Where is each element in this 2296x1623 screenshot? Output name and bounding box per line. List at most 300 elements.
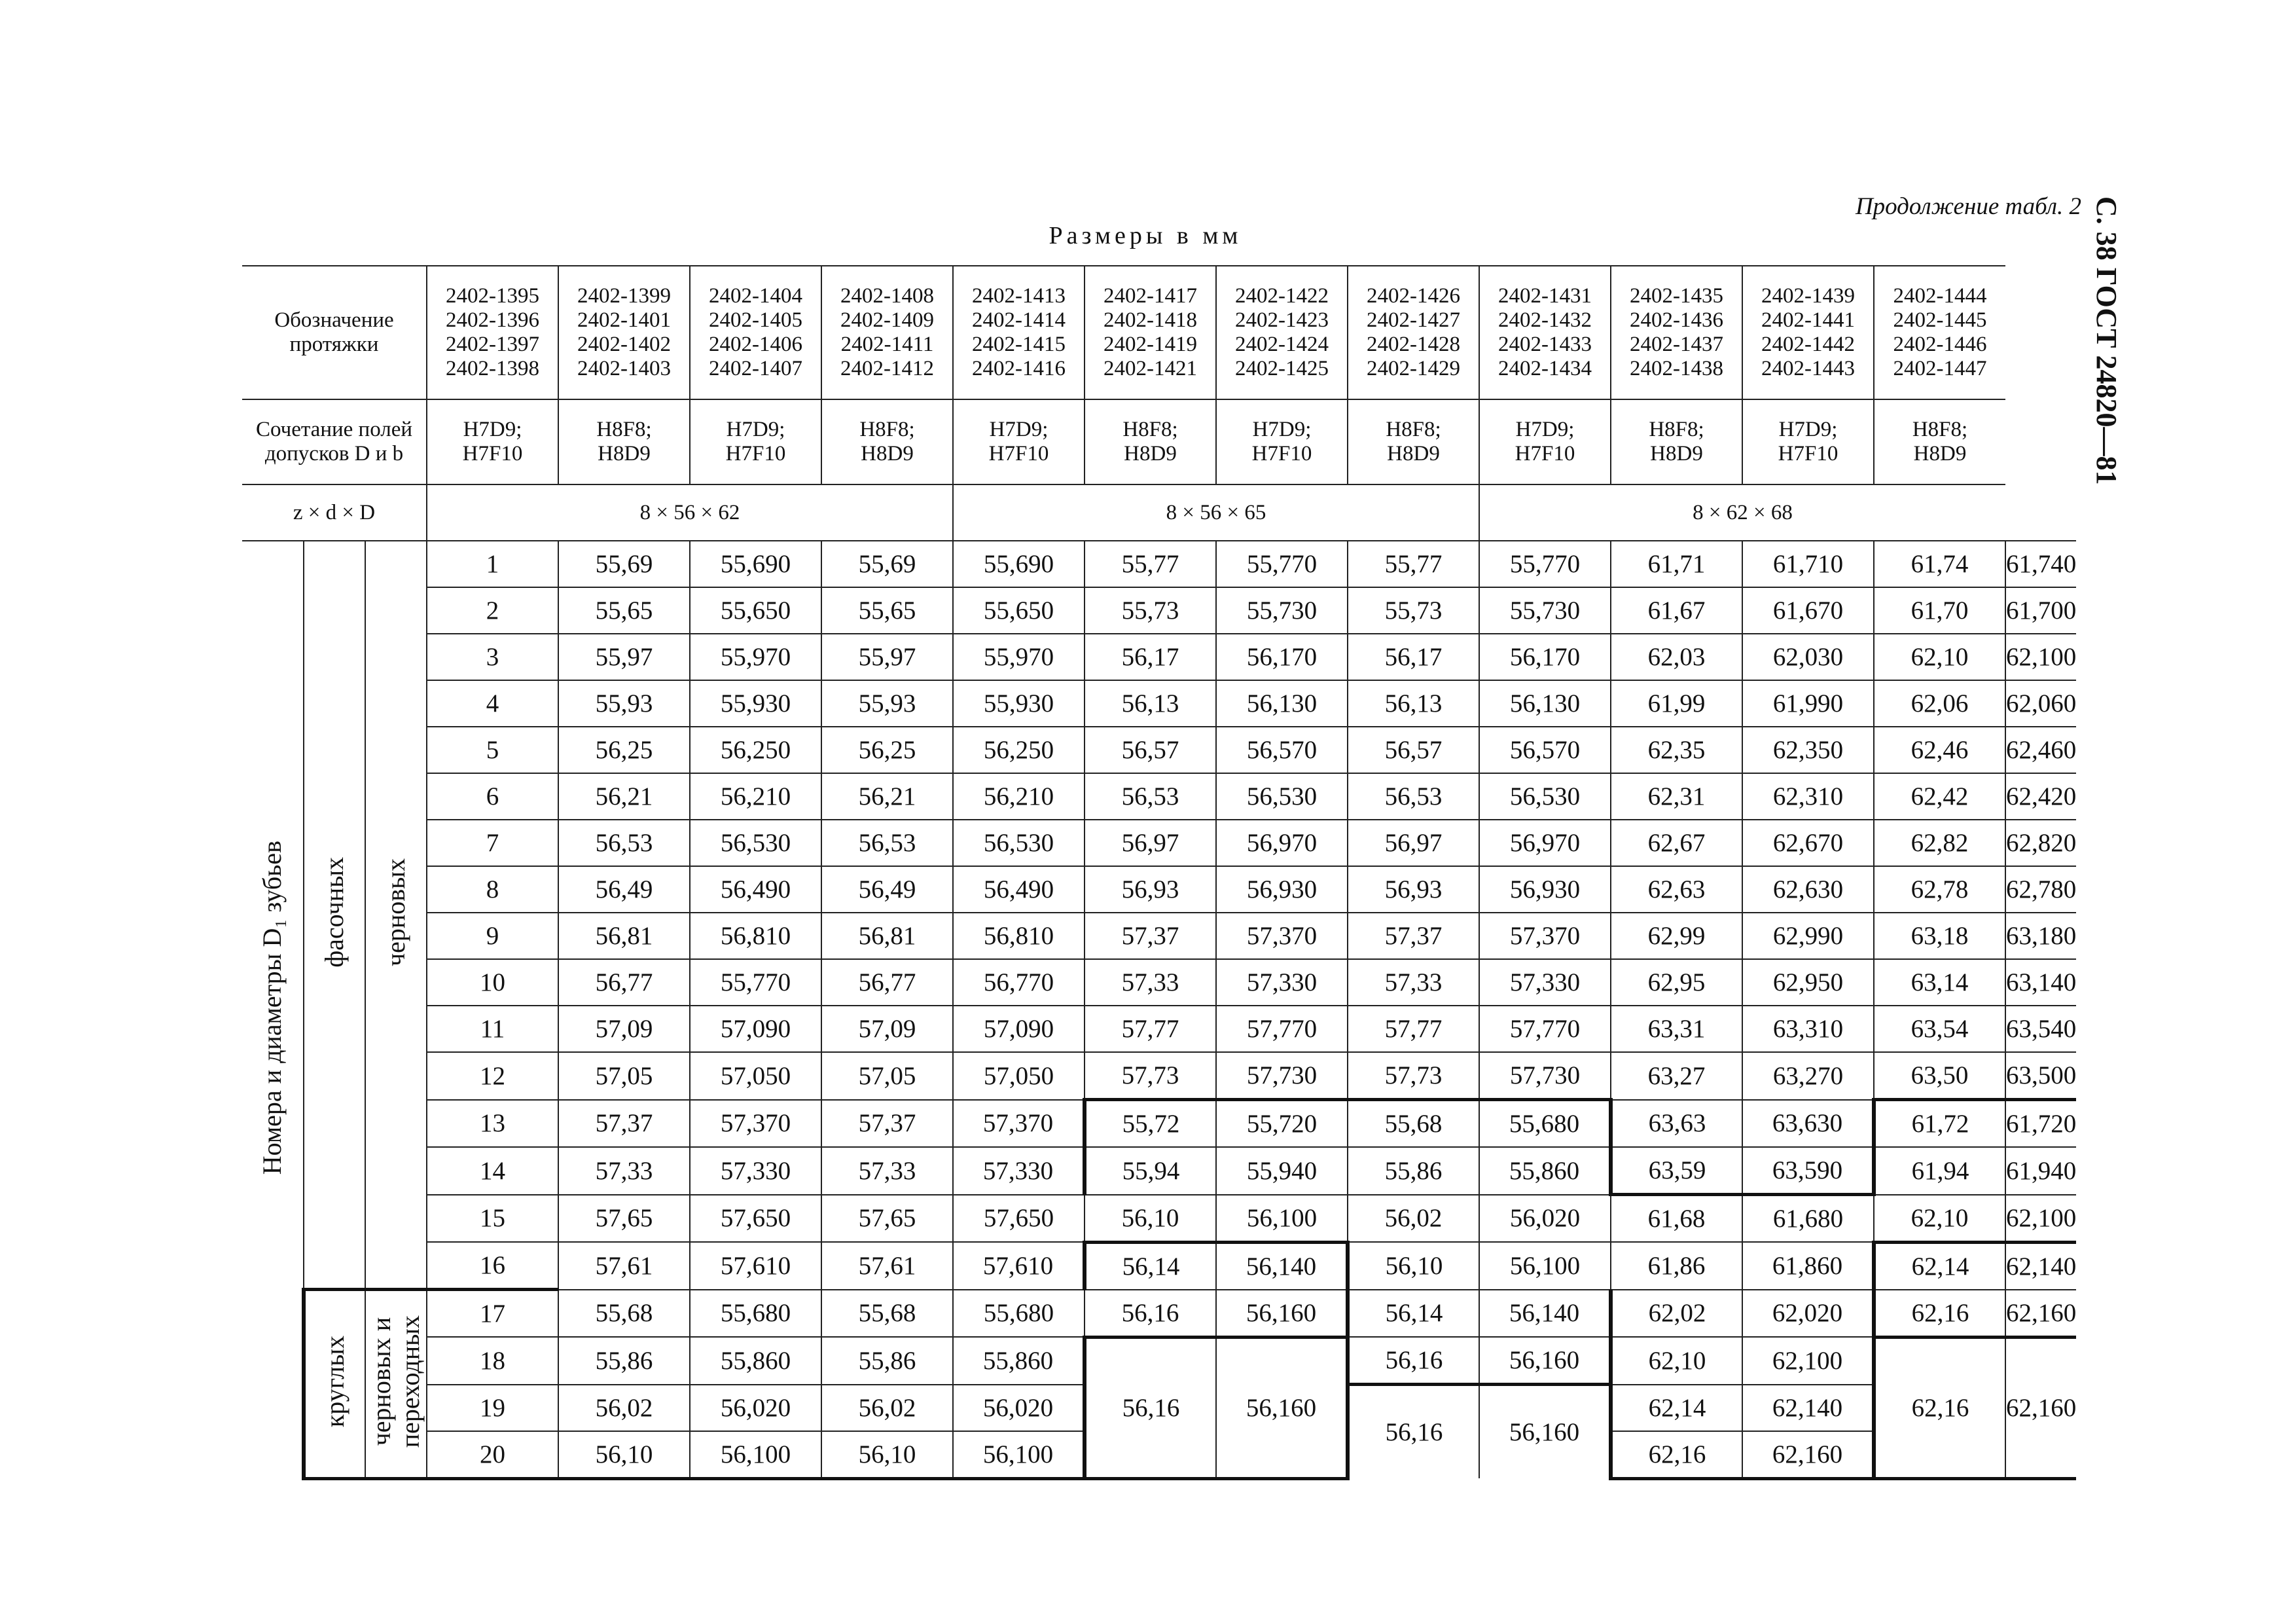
value-cell: 56,93 bbox=[1085, 866, 1216, 913]
tooth-number: 16 bbox=[427, 1242, 558, 1290]
value-cell: 56,530 bbox=[953, 820, 1085, 866]
tooth-number: 10 bbox=[427, 959, 558, 1006]
table-row bbox=[242, 541, 2076, 587]
merged-value: 56,160 bbox=[1479, 1385, 1611, 1479]
value-cell: 55,650 bbox=[690, 587, 821, 634]
table-row bbox=[242, 866, 2076, 913]
value-cell: 63,540 bbox=[2005, 1006, 2076, 1052]
cell-line: H8D9 bbox=[1913, 442, 1967, 465]
value-cell: 55,68 bbox=[821, 1290, 953, 1338]
cell-line: H7F10 bbox=[725, 442, 786, 465]
table-row bbox=[242, 959, 2076, 1006]
value-cell: 61,860 bbox=[1742, 1242, 1874, 1290]
table-row bbox=[242, 1006, 2076, 1052]
value-cell: 57,37 bbox=[558, 1100, 690, 1148]
cell-line: черновых и bbox=[367, 1317, 396, 1446]
value-cell: 56,81 bbox=[558, 913, 690, 959]
value-cell: 61,67 bbox=[1611, 587, 1742, 634]
value-cell: 55,93 bbox=[821, 680, 953, 727]
value-cell: 56,210 bbox=[953, 773, 1085, 820]
cell-line: 2402-1423 bbox=[1235, 308, 1329, 333]
merged-value: 56,16 bbox=[1348, 1385, 1479, 1479]
cell-line: 2402-1435 bbox=[1630, 284, 1723, 308]
value-cell: 57,370 bbox=[953, 1100, 1085, 1148]
header-row-designation bbox=[242, 266, 2076, 399]
value-cell: 56,25 bbox=[821, 727, 953, 773]
value-cell: 61,74 bbox=[1874, 541, 2005, 587]
cell-line: Сочетание полей bbox=[255, 418, 413, 442]
value-cell: 56,490 bbox=[953, 866, 1085, 913]
value-cell: 55,860 bbox=[953, 1337, 1085, 1385]
side-label-rough-transitional bbox=[365, 1290, 427, 1479]
side-label-shaped bbox=[304, 541, 365, 1290]
value-cell: 57,77 bbox=[1348, 1006, 1479, 1052]
tolerance-col-7 bbox=[1216, 399, 1348, 484]
value-cell: 62,310 bbox=[1742, 773, 1874, 820]
value-cell: 56,02 bbox=[1348, 1195, 1479, 1243]
cell-line: H8F8; bbox=[1122, 418, 1178, 442]
value-cell: 62,060 bbox=[2005, 680, 2076, 727]
value-cell: 55,69 bbox=[558, 541, 690, 587]
cell-line: H8D9 bbox=[598, 442, 651, 465]
value-cell: 56,130 bbox=[1216, 680, 1348, 727]
tooth-number: 11 bbox=[427, 1006, 558, 1052]
value-cell: 56,810 bbox=[690, 913, 821, 959]
value-cell: 56,020 bbox=[1479, 1195, 1611, 1243]
cell-line: H8F8; bbox=[596, 418, 652, 442]
tooth-number: 12 bbox=[427, 1052, 558, 1100]
table-row bbox=[242, 1147, 2076, 1195]
tolerance-col-11 bbox=[1742, 399, 1874, 484]
value-cell: 57,65 bbox=[558, 1195, 690, 1243]
cell-line: 2402-1422 bbox=[1235, 284, 1329, 308]
cell-line: H7D9; bbox=[1778, 418, 1838, 442]
units-label: Размеры в мм bbox=[1049, 222, 1242, 249]
value-cell: 63,27 bbox=[1611, 1052, 1742, 1100]
value-cell: 57,73 bbox=[1348, 1052, 1479, 1100]
value-cell: 56,53 bbox=[821, 820, 953, 866]
cell-line: 2402-1417 bbox=[1103, 284, 1197, 308]
value-cell: 57,650 bbox=[953, 1195, 1085, 1243]
value-cell: 57,050 bbox=[690, 1052, 821, 1100]
value-cell: 56,570 bbox=[1216, 727, 1348, 773]
cell-line: H8D9 bbox=[861, 442, 914, 465]
value-cell: 56,250 bbox=[690, 727, 821, 773]
zdD-label: z × d × D bbox=[242, 484, 427, 541]
designation-col-4 bbox=[821, 266, 953, 399]
value-cell: 57,73 bbox=[1085, 1052, 1216, 1100]
value-cell: 56,020 bbox=[690, 1385, 821, 1431]
designation-col-1 bbox=[427, 266, 558, 399]
tolerance-col-3 bbox=[690, 399, 821, 484]
dimension-group-2: 8 × 56 × 65 bbox=[953, 484, 1479, 541]
dimension-group-1: 8 × 56 × 62 bbox=[427, 484, 953, 541]
value-cell: 62,63 bbox=[1611, 866, 1742, 913]
value-cell: 62,16 bbox=[1611, 1431, 1742, 1479]
cell-line: H8F8; bbox=[859, 418, 915, 442]
value-cell: 63,59 bbox=[1611, 1147, 1742, 1195]
value-cell: 55,730 bbox=[1216, 587, 1348, 634]
value-cell: 62,99 bbox=[1611, 913, 1742, 959]
value-cell: 62,990 bbox=[1742, 913, 1874, 959]
cell-line: 2402-1436 bbox=[1630, 308, 1723, 333]
tolerance-col-1 bbox=[427, 399, 558, 484]
header-row-tolerance bbox=[242, 399, 2076, 484]
value-cell: 62,030 bbox=[1742, 634, 1874, 680]
value-cell: 62,160 bbox=[2005, 1290, 2076, 1338]
value-cell: 57,05 bbox=[821, 1052, 953, 1100]
cell-line: 2402-1426 bbox=[1367, 284, 1460, 308]
designation-col-10 bbox=[1611, 266, 1742, 399]
value-cell: 57,730 bbox=[1479, 1052, 1611, 1100]
merged-value: 62,16 bbox=[1874, 1337, 2005, 1478]
value-cell: 56,810 bbox=[953, 913, 1085, 959]
table-row bbox=[242, 1242, 2076, 1290]
value-cell: 57,650 bbox=[690, 1195, 821, 1243]
value-cell: 63,18 bbox=[1874, 913, 2005, 959]
designation-col-7 bbox=[1216, 266, 1348, 399]
value-cell: 62,950 bbox=[1742, 959, 1874, 1006]
cell-line: H7D9; bbox=[989, 418, 1049, 442]
value-cell: 62,140 bbox=[1742, 1385, 1874, 1431]
value-cell: 56,53 bbox=[1085, 773, 1216, 820]
value-cell: 62,100 bbox=[1742, 1337, 1874, 1385]
value-cell: 56,100 bbox=[690, 1431, 821, 1479]
value-cell: 55,690 bbox=[953, 541, 1085, 587]
value-cell: 57,330 bbox=[690, 1147, 821, 1195]
value-cell: 56,170 bbox=[1216, 634, 1348, 680]
value-cell: 56,210 bbox=[690, 773, 821, 820]
value-cell: 62,82 bbox=[1874, 820, 2005, 866]
value-cell: 55,97 bbox=[821, 634, 953, 680]
value-cell: 62,460 bbox=[2005, 727, 2076, 773]
value-cell: 56,170 bbox=[1479, 634, 1611, 680]
cell-line: H8D9 bbox=[1650, 442, 1703, 465]
value-cell: 55,930 bbox=[690, 680, 821, 727]
value-cell: 56,97 bbox=[1085, 820, 1216, 866]
designation-col-9 bbox=[1479, 266, 1611, 399]
value-cell: 55,720 bbox=[1216, 1100, 1348, 1148]
cell-line: 2402-1443 bbox=[1761, 356, 1855, 380]
cell-line: H7D9; bbox=[1515, 418, 1575, 442]
cell-line: H8D9 bbox=[1124, 442, 1177, 465]
value-cell: 57,370 bbox=[1216, 913, 1348, 959]
tooth-number: 5 bbox=[427, 727, 558, 773]
cell-line: 2402-1438 bbox=[1630, 356, 1723, 380]
value-cell: 62,140 bbox=[2005, 1242, 2076, 1290]
value-cell: 56,53 bbox=[558, 820, 690, 866]
side-label-round bbox=[304, 1290, 365, 1479]
value-cell: 55,970 bbox=[690, 634, 821, 680]
value-cell: 57,33 bbox=[1348, 959, 1479, 1006]
value-cell: 62,42 bbox=[1874, 773, 2005, 820]
value-cell: 61,72 bbox=[1874, 1100, 2005, 1148]
table-row bbox=[242, 913, 2076, 959]
value-cell: 56,21 bbox=[558, 773, 690, 820]
cell-line: H7D9; bbox=[1252, 418, 1312, 442]
table-row bbox=[242, 820, 2076, 866]
value-cell: 55,860 bbox=[1479, 1147, 1611, 1195]
side-label-round-text: круглых bbox=[320, 1336, 350, 1428]
value-cell: 55,690 bbox=[690, 541, 821, 587]
value-cell: 56,770 bbox=[953, 959, 1085, 1006]
tooth-number: 14 bbox=[427, 1147, 558, 1195]
value-cell: 57,33 bbox=[558, 1147, 690, 1195]
value-cell: 55,930 bbox=[953, 680, 1085, 727]
cell-line: H7F10 bbox=[462, 442, 523, 465]
cell-line: 2402-1429 bbox=[1367, 356, 1460, 380]
cell-line: 2402-1395 bbox=[446, 284, 539, 308]
value-cell: 61,94 bbox=[1874, 1147, 2005, 1195]
value-cell: 57,37 bbox=[821, 1100, 953, 1148]
value-cell: 62,630 bbox=[1742, 866, 1874, 913]
value-cell: 57,330 bbox=[1479, 959, 1611, 1006]
value-cell: 57,050 bbox=[953, 1052, 1085, 1100]
cell-line: 2402-1414 bbox=[972, 308, 1066, 333]
value-cell: 61,68 bbox=[1611, 1195, 1742, 1243]
side-label-main-text: Номера и диаметры D₁ зубьев bbox=[257, 840, 287, 1175]
cell-line: 2402-1405 bbox=[709, 308, 802, 333]
tooth-number: 19 bbox=[427, 1385, 558, 1431]
value-cell: 56,93 bbox=[1348, 866, 1479, 913]
value-cell: 56,140 bbox=[1216, 1242, 1348, 1290]
value-cell: 57,370 bbox=[1479, 913, 1611, 959]
value-cell: 62,10 bbox=[1874, 634, 2005, 680]
cell-line: H7F10 bbox=[988, 442, 1049, 465]
cell-line: 2402-1444 bbox=[1893, 284, 1987, 308]
cell-line: 2402-1442 bbox=[1761, 333, 1855, 356]
tooth-number: 6 bbox=[427, 773, 558, 820]
value-cell: 56,930 bbox=[1216, 866, 1348, 913]
value-cell: 62,100 bbox=[2005, 634, 2076, 680]
value-cell: 56,970 bbox=[1479, 820, 1611, 866]
value-cell: 62,14 bbox=[1611, 1385, 1742, 1431]
table-row bbox=[242, 773, 2076, 820]
cell-line: допусков D и b bbox=[264, 442, 404, 465]
value-cell: 57,37 bbox=[1348, 913, 1479, 959]
value-cell: 55,65 bbox=[558, 587, 690, 634]
value-cell: 61,700 bbox=[2005, 587, 2076, 634]
value-cell: 56,10 bbox=[1348, 1242, 1479, 1290]
table-row bbox=[242, 1337, 2076, 1385]
value-cell: 56,25 bbox=[558, 727, 690, 773]
value-cell: 57,770 bbox=[1216, 1006, 1348, 1052]
value-cell: 55,68 bbox=[1348, 1100, 1479, 1148]
value-cell: 56,57 bbox=[1085, 727, 1216, 773]
value-cell: 56,02 bbox=[558, 1385, 690, 1431]
value-cell: 56,81 bbox=[821, 913, 953, 959]
value-cell: 55,940 bbox=[1216, 1147, 1348, 1195]
designation-col-5 bbox=[953, 266, 1085, 399]
value-cell: 56,97 bbox=[1348, 820, 1479, 866]
tooth-number: 9 bbox=[427, 913, 558, 959]
value-cell: 55,770 bbox=[1479, 541, 1611, 587]
tooth-number: 20 bbox=[427, 1431, 558, 1479]
cell-line: 2402-1445 bbox=[1893, 308, 1987, 333]
value-cell: 57,370 bbox=[690, 1100, 821, 1148]
value-cell: 56,530 bbox=[1216, 773, 1348, 820]
table-row bbox=[242, 1290, 2076, 1338]
tolerance-col-8 bbox=[1348, 399, 1479, 484]
value-cell: 56,10 bbox=[821, 1431, 953, 1479]
value-cell: 57,33 bbox=[1085, 959, 1216, 1006]
cell-line: H7F10 bbox=[1515, 442, 1575, 465]
value-cell: 63,500 bbox=[2005, 1052, 2076, 1100]
tolerance-col-10 bbox=[1611, 399, 1742, 484]
value-cell: 55,650 bbox=[953, 587, 1085, 634]
value-cell: 55,86 bbox=[558, 1337, 690, 1385]
cell-line: 2402-1412 bbox=[840, 356, 934, 380]
value-cell: 63,180 bbox=[2005, 913, 2076, 959]
value-cell: 56,53 bbox=[1348, 773, 1479, 820]
value-cell: 62,02 bbox=[1611, 1290, 1742, 1338]
side-label-rough-text: черновых bbox=[381, 858, 410, 967]
cell-line: 2402-1427 bbox=[1367, 308, 1460, 333]
gost-page-code: С. 38 ГОСТ 24820—81 bbox=[2090, 196, 2123, 485]
value-cell: 55,970 bbox=[953, 634, 1085, 680]
value-cell: 57,090 bbox=[690, 1006, 821, 1052]
value-cell: 55,86 bbox=[821, 1337, 953, 1385]
value-cell: 62,020 bbox=[1742, 1290, 1874, 1338]
value-cell: 63,590 bbox=[1742, 1147, 1874, 1195]
value-cell: 57,61 bbox=[558, 1242, 690, 1290]
table-row bbox=[242, 1052, 2076, 1100]
value-cell: 57,33 bbox=[821, 1147, 953, 1195]
value-cell: 56,77 bbox=[558, 959, 690, 1006]
value-cell: 62,420 bbox=[2005, 773, 2076, 820]
designation-col-2 bbox=[558, 266, 690, 399]
value-cell: 62,46 bbox=[1874, 727, 2005, 773]
value-cell: 61,670 bbox=[1742, 587, 1874, 634]
cell-line: 2402-1425 bbox=[1235, 356, 1329, 380]
value-cell: 55,94 bbox=[1085, 1147, 1216, 1195]
designation-col-12 bbox=[1874, 266, 2005, 399]
value-cell: 62,06 bbox=[1874, 680, 2005, 727]
value-cell: 57,610 bbox=[690, 1242, 821, 1290]
cell-line: 2402-1399 bbox=[577, 284, 671, 308]
value-cell: 55,69 bbox=[821, 541, 953, 587]
cell-line: H8F8; bbox=[1386, 418, 1441, 442]
value-cell: 62,100 bbox=[2005, 1195, 2076, 1243]
table-row bbox=[242, 727, 2076, 773]
value-cell: 61,940 bbox=[2005, 1147, 2076, 1195]
value-cell: 61,86 bbox=[1611, 1242, 1742, 1290]
tolerance-col-12 bbox=[1874, 399, 2005, 484]
cell-line: H7F10 bbox=[1778, 442, 1839, 465]
tooth-number: 3 bbox=[427, 634, 558, 680]
value-cell: 63,54 bbox=[1874, 1006, 2005, 1052]
value-cell: 56,10 bbox=[1085, 1195, 1216, 1243]
cell-line: 2402-1413 bbox=[972, 284, 1066, 308]
value-cell: 56,21 bbox=[821, 773, 953, 820]
cell-line: 2402-1411 bbox=[840, 333, 934, 356]
value-cell: 56,530 bbox=[1479, 773, 1611, 820]
value-cell: 57,05 bbox=[558, 1052, 690, 1100]
value-cell: 62,780 bbox=[2005, 866, 2076, 913]
value-cell: 57,730 bbox=[1216, 1052, 1348, 1100]
value-cell: 55,77 bbox=[1085, 541, 1216, 587]
value-cell: 57,09 bbox=[821, 1006, 953, 1052]
value-cell: 62,03 bbox=[1611, 634, 1742, 680]
cell-line: 2402-1401 bbox=[577, 308, 671, 333]
cell-line: 2402-1433 bbox=[1498, 333, 1592, 356]
value-cell: 55,860 bbox=[690, 1337, 821, 1385]
value-cell: 57,61 bbox=[821, 1242, 953, 1290]
value-cell: 63,63 bbox=[1611, 1100, 1742, 1148]
value-cell: 56,490 bbox=[690, 866, 821, 913]
cell-line: 2402-1403 bbox=[577, 356, 671, 380]
value-cell: 56,17 bbox=[1085, 634, 1216, 680]
tolerance-col-2 bbox=[558, 399, 690, 484]
value-cell: 62,10 bbox=[1874, 1195, 2005, 1243]
cell-line: 2402-1419 bbox=[1103, 333, 1197, 356]
cell-line: 2402-1407 bbox=[709, 356, 802, 380]
cell-line: 2402-1434 bbox=[1498, 356, 1592, 380]
value-cell: 57,770 bbox=[1479, 1006, 1611, 1052]
cell-line: 2402-1424 bbox=[1235, 333, 1329, 356]
value-cell: 56,130 bbox=[1479, 680, 1611, 727]
table-row bbox=[242, 1100, 2076, 1148]
value-cell: 62,67 bbox=[1611, 820, 1742, 866]
value-cell: 63,310 bbox=[1742, 1006, 1874, 1052]
table-continuation-label: Продолжение табл. 2 bbox=[1855, 193, 2081, 220]
value-cell: 61,710 bbox=[1742, 541, 1874, 587]
designation-label bbox=[242, 266, 427, 399]
value-cell: 55,77 bbox=[1348, 541, 1479, 587]
cell-line: 2402-1406 bbox=[709, 333, 802, 356]
merged-value: 62,160 bbox=[2005, 1337, 2076, 1478]
value-cell: 61,990 bbox=[1742, 680, 1874, 727]
value-cell: 62,31 bbox=[1611, 773, 1742, 820]
cell-line: 2402-1418 bbox=[1103, 308, 1197, 333]
table-row bbox=[242, 1195, 2076, 1243]
merged-value: 56,16 bbox=[1085, 1337, 1216, 1478]
value-cell: 55,680 bbox=[953, 1290, 1085, 1338]
tooth-number: 8 bbox=[427, 866, 558, 913]
cell-line: 2402-1421 bbox=[1103, 356, 1197, 380]
cell-line: 2402-1428 bbox=[1367, 333, 1460, 356]
cell-line: 2402-1402 bbox=[577, 333, 671, 356]
value-cell: 55,68 bbox=[558, 1290, 690, 1338]
value-cell: 55,65 bbox=[821, 587, 953, 634]
value-cell: 55,72 bbox=[1085, 1100, 1216, 1148]
cell-line: 2402-1431 bbox=[1498, 284, 1592, 308]
value-cell: 63,630 bbox=[1742, 1100, 1874, 1148]
merged-value: 56,160 bbox=[1216, 1337, 1348, 1478]
value-cell: 56,140 bbox=[1479, 1290, 1611, 1338]
value-cell: 63,270 bbox=[1742, 1052, 1874, 1100]
value-cell: 55,97 bbox=[558, 634, 690, 680]
side-label-shaped-text: фасочных bbox=[319, 857, 349, 968]
dimension-group-3: 8 × 62 × 68 bbox=[1479, 484, 2005, 541]
value-cell: 56,13 bbox=[1348, 680, 1479, 727]
tolerance-col-9 bbox=[1479, 399, 1611, 484]
cell-line: 2402-1408 bbox=[840, 284, 934, 308]
table-row bbox=[242, 680, 2076, 727]
value-cell: 61,71 bbox=[1611, 541, 1742, 587]
tolerance-label bbox=[242, 399, 427, 484]
cell-line: переходных bbox=[395, 1315, 425, 1448]
value-cell: 61,720 bbox=[2005, 1100, 2076, 1148]
value-cell: 56,57 bbox=[1348, 727, 1479, 773]
value-cell: 61,99 bbox=[1611, 680, 1742, 727]
value-cell: 56,100 bbox=[1216, 1195, 1348, 1243]
value-cell: 62,35 bbox=[1611, 727, 1742, 773]
value-cell: 57,37 bbox=[1085, 913, 1216, 959]
value-cell: 63,50 bbox=[1874, 1052, 2005, 1100]
value-cell: 55,93 bbox=[558, 680, 690, 727]
tooth-number: 4 bbox=[427, 680, 558, 727]
